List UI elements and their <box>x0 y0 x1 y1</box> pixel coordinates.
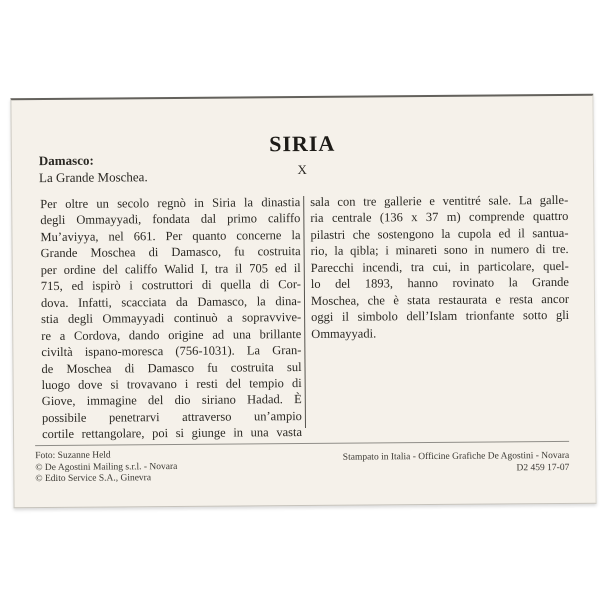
country-title: SIRIA <box>269 130 336 157</box>
postcard-back <box>10 94 596 509</box>
series-numeral: X <box>297 161 308 178</box>
subject-line: La Grande Moschea. <box>38 169 148 186</box>
photo-credits: Foto: Suzanne Held © De Agostini Mailing s.r.l. - Novara © Edito Service S.A., Ginevra <box>35 450 178 485</box>
column-divider <box>303 196 306 428</box>
article-column-left: Per oltre un secolo regnò in Siria la dinastia degli Ommayyadi, fondata dal primo califfo Mu’aviyya, nel 661. Per quanto concerne la Grande Moschea di Damasco, fu costruita per ordine del califfo Walid I, tra il 705 ed il 715, ed ispirò i costruttori di quella di Cor- dova. Infatti, scacciata da Damasco, la dina- stia degli Ommayyadi continuò a sopravvive- re a Cordova, dando origine ad una brillante civiltà ispano-moresca (756-1031). La Gran- de Moschea di Damasco fu costruita sul luogo dove si trovavano i resti del tempio di Giove, immagine del dio siriano Hadad. È possibile penetrarvi attraverso un’ampio cortile rettangolare, poi si giunge in una vasta <box>40 195 303 442</box>
article-column-right: sala con tre gallerie e ventitré sale. La galle- ria centrale (136 x 37 m) comprende quattro pilastri che sostengono la cupola ed il santua- rio, la qibla; i minareti sono in numero di tre. Parecchi incendi, tra cui, in particolare, quel- lo del 1893, hanno rovinato la Grande Moschea, che è stata restaurata e resta ancor oggi il simbolo dell’Islam trionfante sotto gli Ommayyadi. <box>310 192 570 341</box>
location-heading: Damasco: <box>38 152 94 169</box>
printer-imprint: Stampato in Italia - Officine Grafiche De Agostini - Novara D2 459 17-07 <box>342 450 570 473</box>
